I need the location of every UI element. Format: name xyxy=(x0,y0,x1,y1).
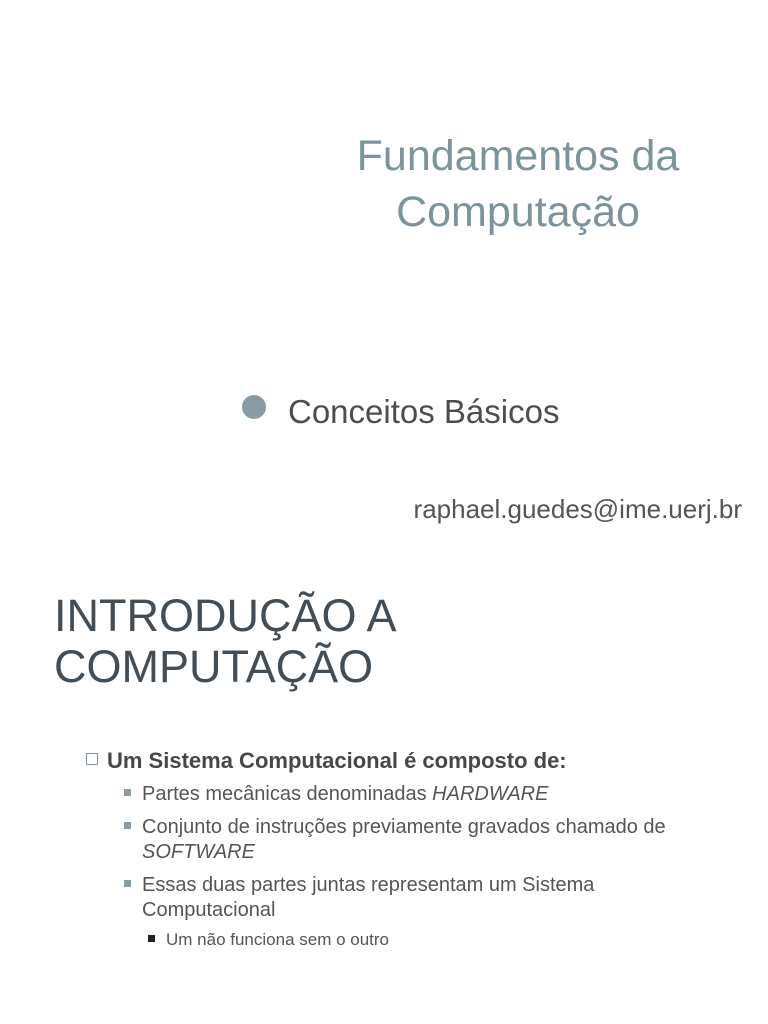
title-line-1: Fundamentos da xyxy=(356,132,680,180)
item-emphasis: HARDWARE xyxy=(432,783,549,805)
square-bullet-icon xyxy=(124,880,131,887)
square-bullet-icon xyxy=(124,822,131,829)
item-emphasis: SOFTWARE xyxy=(142,841,255,863)
list-item-software xyxy=(124,815,724,865)
item-text-line-1: Essas duas partes juntas representam um Sistema xyxy=(142,874,595,896)
heading-line-2: COMPUTAÇÃO xyxy=(54,641,374,692)
slide-heading xyxy=(54,590,397,692)
hollow-square-icon xyxy=(86,753,98,765)
list-item-system xyxy=(124,873,724,923)
item-text-line-2: Computacional xyxy=(142,899,276,921)
main-bullet-text: Um Sistema Computacional é composto de: xyxy=(107,748,567,773)
bullet-circle-icon xyxy=(242,395,266,419)
heading-line-1: INTRODUÇÃO A xyxy=(54,590,397,641)
item-text-line-1: Conjunto de instruções previamente gravados chamado de xyxy=(142,816,666,838)
list-item-hardware xyxy=(124,782,724,807)
main-bullet xyxy=(86,748,567,774)
subtitle-text: Conceitos Básicos xyxy=(288,393,560,430)
sub-item-text: Um não funciona sem o outro xyxy=(166,930,390,949)
presentation-title xyxy=(300,128,736,240)
square-bullet-icon xyxy=(124,789,131,796)
list-item-text xyxy=(142,815,666,865)
title-line-2: Computação xyxy=(396,188,640,236)
author-email: raphael.guedes@ime.uerj.br xyxy=(413,494,742,524)
sub-list-item xyxy=(148,929,389,950)
item-text: Partes mecânicas denominadas xyxy=(142,783,433,805)
list-item-text xyxy=(142,873,594,923)
list-item-text xyxy=(142,782,548,807)
content-slide xyxy=(0,560,768,1024)
black-square-bullet-icon xyxy=(148,935,155,942)
